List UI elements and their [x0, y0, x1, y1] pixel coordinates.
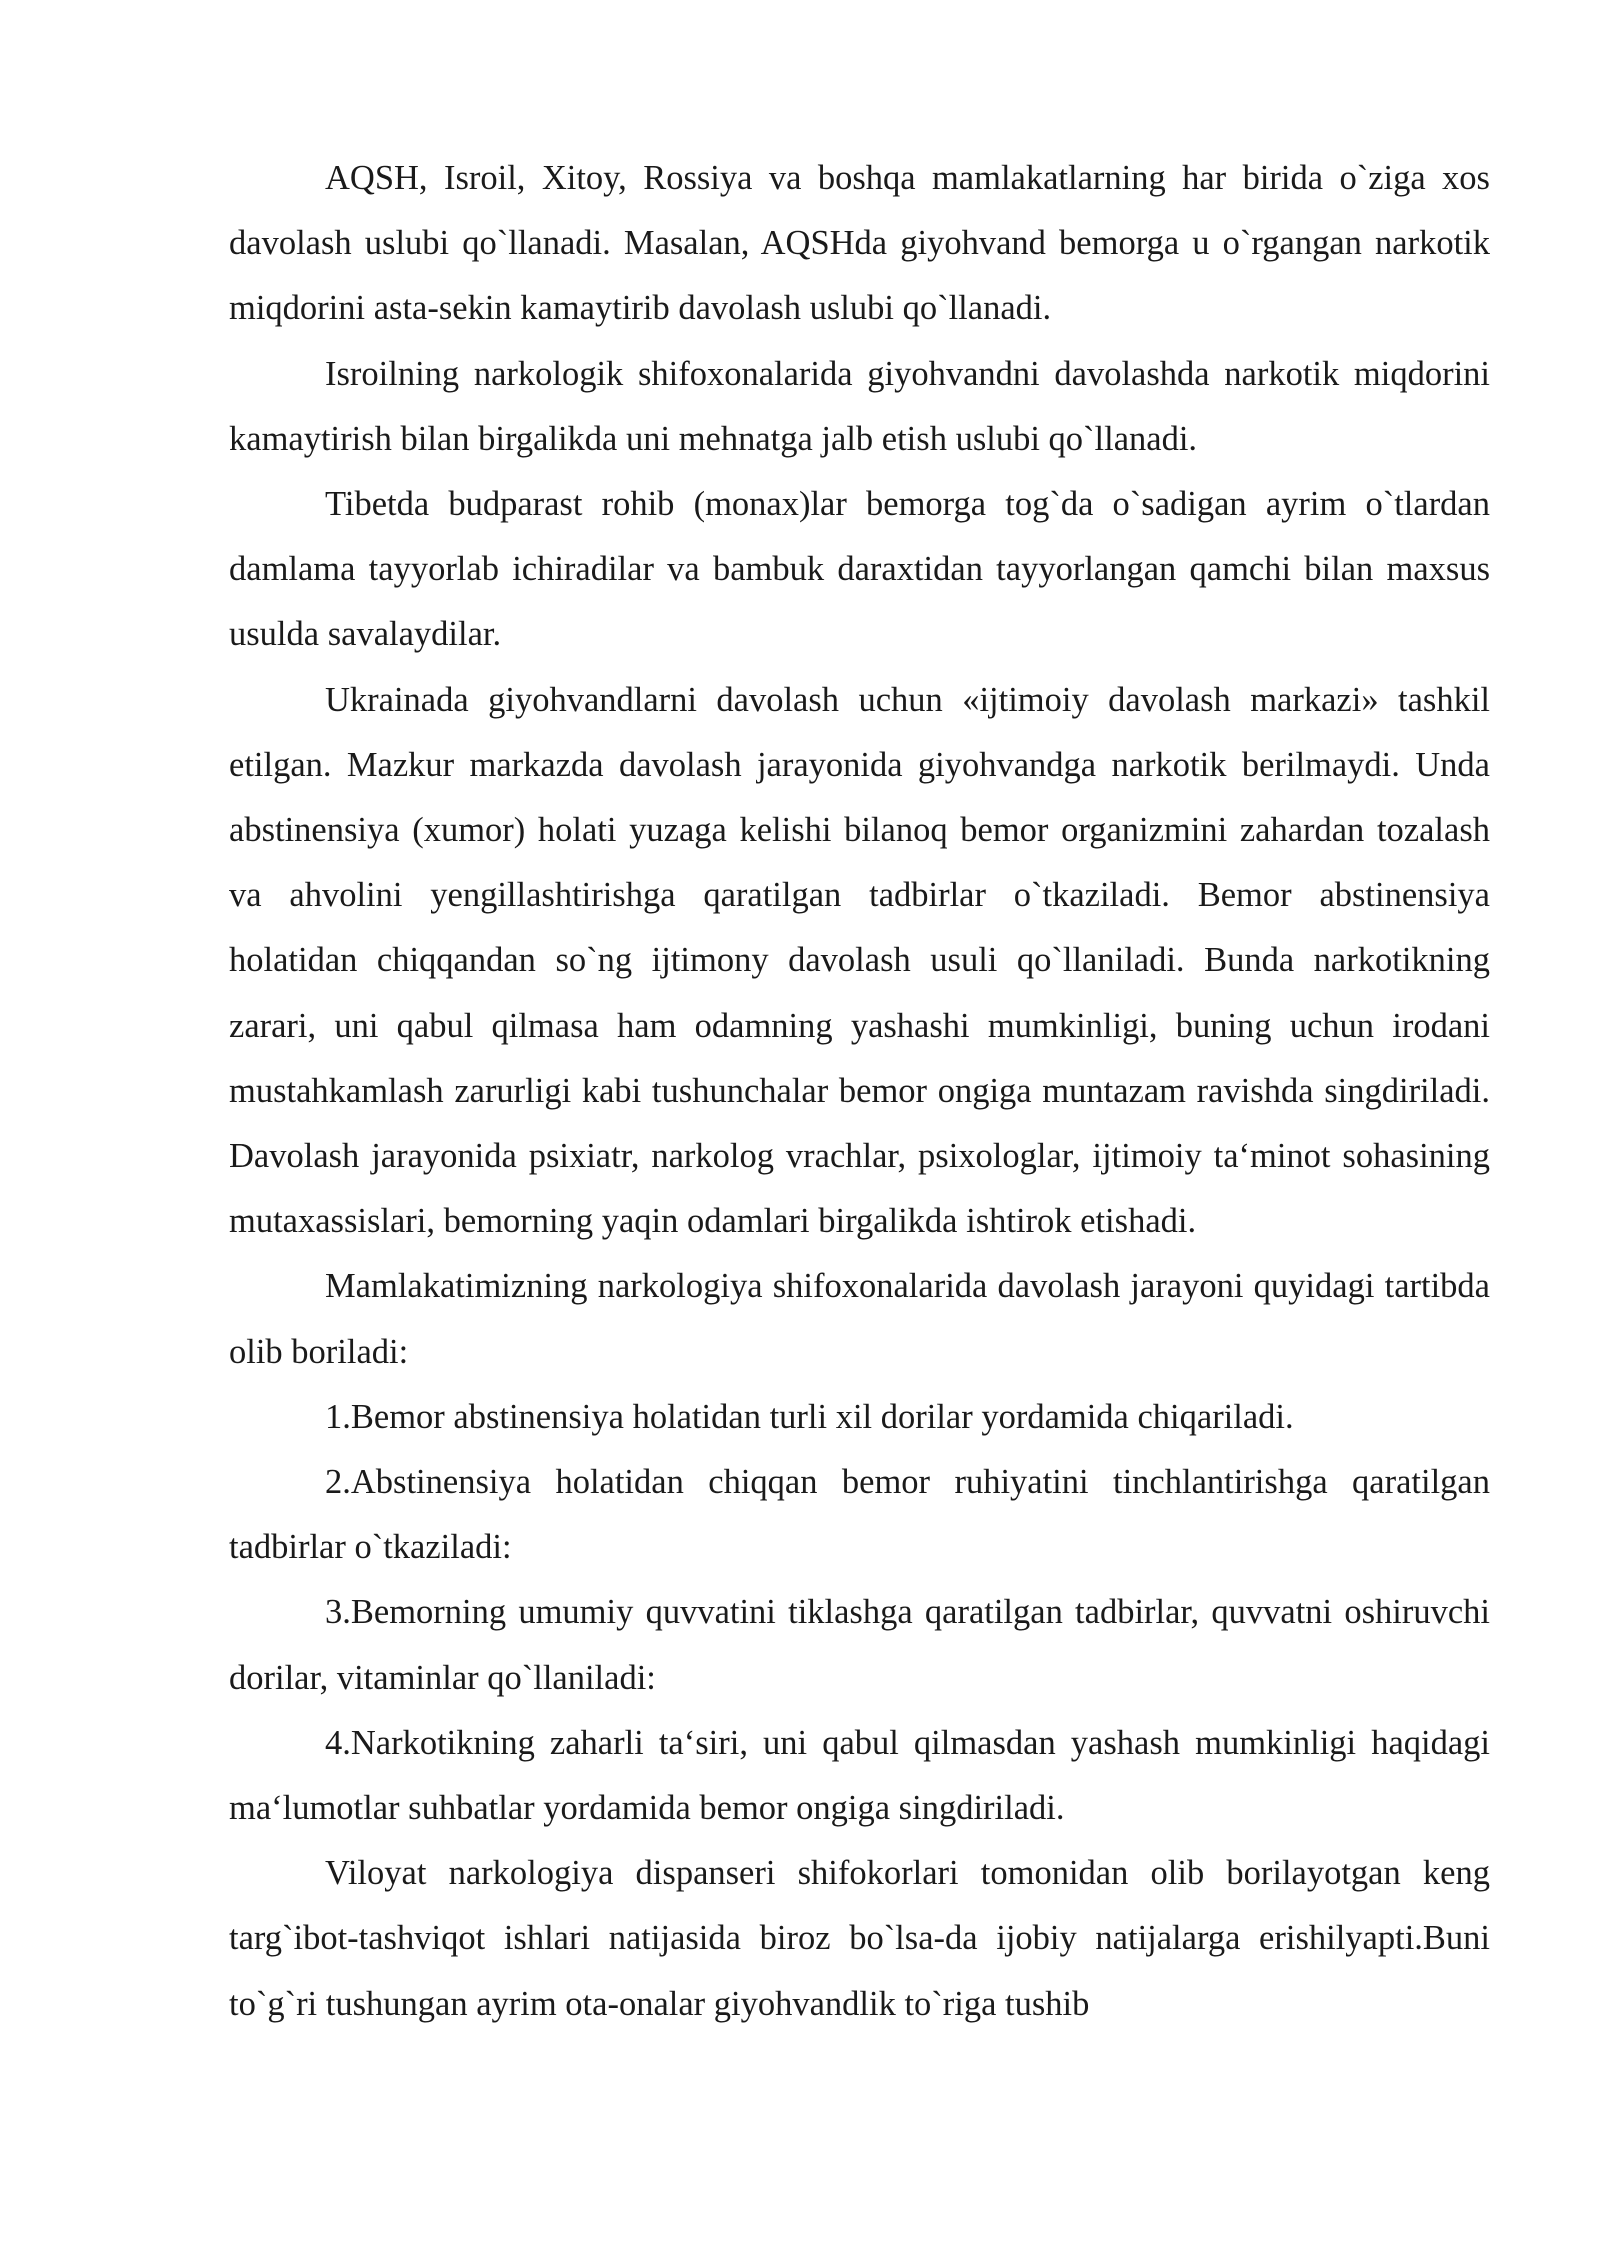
- list-item-step-2: 2.Abstinensiya holatidan chiqqan bemor ruhiyatini tinchlantirishga qaratilgan tadbirlar o`tkaziladi:: [229, 1463, 1490, 1567]
- paragraph-regional-dispensary: Viloyat narkologiya dispanseri shifokorlari tomonidan olib borilayotgan keng targ`ibot-tashviqot ishlari natijasida biroz bo`lsa-da ijobiy natijalarga erishilyapti.Buni to`g`ri tushungan ayrim ota-onalar giyohvandlik to`riga tushib: [229, 1854, 1490, 2023]
- paragraph-domestic-process: Mamlakatimizning narkologiya shifoxonalarida davolash jarayoni quyidagi tartibda olib boriladi:: [229, 1267, 1490, 1371]
- paragraph-treatment-methods: AQSH, Isroil, Xitoy, Rossiya va boshqa mamlakatlarning har birida o`ziga xos davolash uslubi qo`llanadi. Masalan, AQSHda giyohvand bemorga u o`rgangan narkotik miqdorini asta-sekin kamaytirib davolash uslubi qo`llanadi.: [229, 159, 1490, 328]
- list-item-step-3: 3.Bemorning umumiy quvvatini tiklashga qaratilgan tadbirlar, quvvatni oshiruvchi dorilar, vitaminlar qo`llaniladi:: [229, 1593, 1490, 1697]
- list-item-step-1: 1.Bemor abstinensiya holatidan turli xil dorilar yordamida chiqariladi.: [325, 1397, 1294, 1436]
- list-item-step-4: 4.Narkotikning zaharli ta‘siri, uni qabul qilmasdan yashash mumkinligi haqidagi ma‘lumotlar suhbatlar yordamida bemor ongiga singdiriladi.: [229, 1723, 1490, 1828]
- paragraph-ukraine: Ukrainada giyohvandlarni davolash uchun «ijtimoiy davolash markazi» tashkil etilgan. Mazkur markazda davolash jarayonida giyohvandga narkotik berilmaydi. Unda abstinensiya (xumor) holati yuzaga kelishi bilanoq bemor organizmini zahardan tozalash va ahvolini yengillashtirishga qaratilgan tadbirlar o`tkaziladi. Bemor abstinensiya holatidan chiqqandan so`ng ijtimony davolash usuli qo`llaniladi. Bunda narkotikning zarari, uni qabul qilmasa ham odamning yashashi mumkinligi, buning uchun irodani mustahkamlash zarurligi kabi tushunchalar bemor ongiga muntazam ravishda singdiriladi. Davolash jarayonida psixiatr, narkolog vrachlar, psixologlar, ijtimoiy ta‘minot sohasining mutaxassislari, bemorning yaqin odamlari birgalikda ishtirok etishadi.: [229, 680, 1490, 1241]
- document-body: [229, 146, 1490, 2037]
- paragraph-tibet: Tibetda budparast rohib (monax)lar bemorga tog`da o`sadigan ayrim o`tlardan damlama tayyorlab ichiradilar va bambuk daraxtidan tayyorlangan qamchi bilan maxsus usulda savalaydilar.: [229, 485, 1490, 654]
- paragraph-israel: Isroilning narkologik shifoxonalarida giyohvandni davolashda narkotik miqdorini kamaytirish bilan birgalikda uni mehnatga jalb etish uslubi qo`llanadi.: [229, 354, 1490, 458]
